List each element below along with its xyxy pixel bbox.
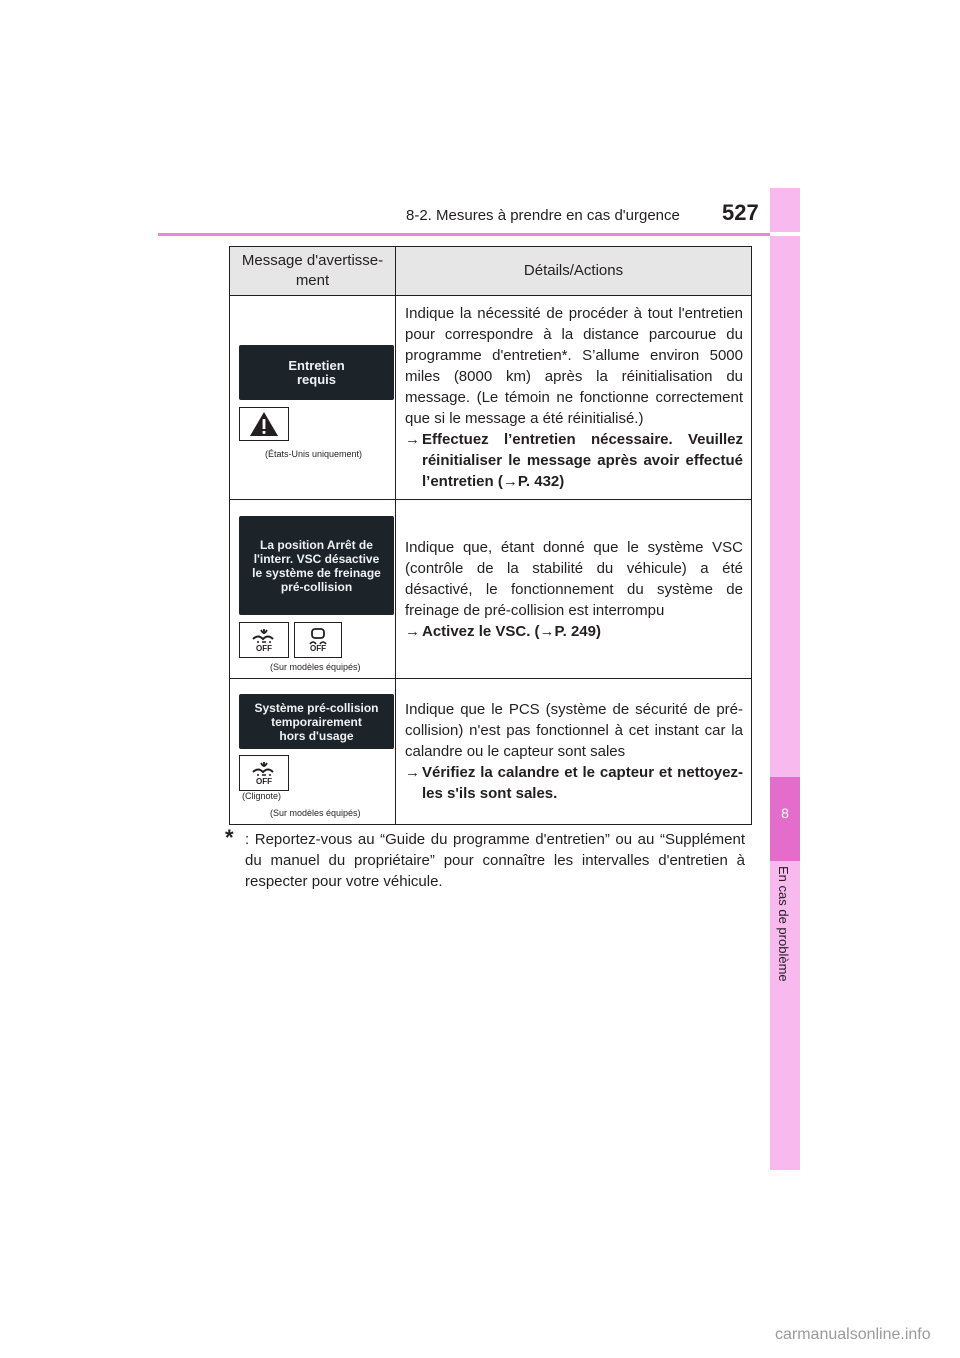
off-label: OFF bbox=[256, 644, 272, 653]
message-cell bbox=[230, 500, 396, 678]
action-item bbox=[405, 621, 743, 642]
display-screen-maintenance: Entretien requis bbox=[239, 345, 394, 400]
col-header-message: Message d'avertisse-ment bbox=[230, 247, 396, 295]
details-text: Indique que, étant donné que le système VSC (contrôle de la stabilité du véhicule) a été désactivé, le fonctionnement du système de freinage de pré-collision est interrompu bbox=[405, 538, 743, 619]
action-item bbox=[405, 429, 743, 492]
arrow-icon: → bbox=[405, 431, 420, 448]
arrow-icon: → bbox=[405, 764, 420, 781]
watermark: carmanualsonline.info bbox=[775, 1326, 931, 1343]
vsc-off-icon bbox=[294, 622, 342, 658]
chapter-side-tab bbox=[770, 188, 800, 1170]
action-text: Activez le VSC. (→P. 249) bbox=[422, 622, 601, 640]
pcs-off-icon bbox=[239, 622, 289, 658]
table-row bbox=[230, 296, 751, 500]
details-cell bbox=[396, 296, 751, 499]
table-header bbox=[230, 247, 751, 296]
off-label: OFF bbox=[256, 777, 272, 786]
display-screen-pcs-unavailable: Système pré-collision temporairement hors d'usage bbox=[239, 694, 394, 749]
footnote-marker: * bbox=[225, 825, 234, 850]
off-label: OFF bbox=[310, 644, 326, 653]
message-cell bbox=[230, 679, 396, 824]
warning-triangle-icon bbox=[239, 407, 289, 441]
details-text: Indique que le PCS (système de sécurité de pré-collision) n'est pas fonctionnel à cet instant car la calandre ou le capteur sont sales bbox=[405, 701, 743, 760]
display-screen-vsc-pcs: La position Arrêt de l'interr. VSC désactive le système de freinage pré-collision bbox=[239, 516, 394, 615]
action-text: Effectuez l’entretien nécessaire. Veuillez réinitialiser le message après avoir effectué l’entretien (→P. 432) bbox=[422, 431, 743, 490]
page-number: 527 bbox=[722, 200, 759, 225]
caption-equipped-models: (Sur modèles équipés) bbox=[270, 808, 361, 818]
arrow-icon: → bbox=[405, 622, 420, 640]
chapter-number: 8 bbox=[781, 805, 789, 821]
message-cell bbox=[230, 296, 396, 499]
section-title: 8-2. Mesures à prendre en cas d'urgence bbox=[406, 207, 680, 224]
action-text: Vérifiez la calandre et le capteur et nettoyez-les s'ils sont sales. bbox=[422, 764, 743, 802]
side-tab-divider bbox=[770, 232, 800, 236]
col-header-details: Détails/Actions bbox=[523, 262, 624, 279]
table-row bbox=[230, 500, 751, 679]
warning-message-table bbox=[229, 246, 752, 825]
chapter-number-block bbox=[770, 777, 800, 861]
caption-equipped-models: (Sur modèles équipés) bbox=[270, 662, 361, 672]
action-item bbox=[405, 762, 743, 804]
footnote-text: : Reportez-vous au “Guide du programme d'entretien” ou au “Supplément du manuel du propriétaire” pour connaître les intervalles d'entretien à respecter pour votre véhicule. bbox=[245, 831, 745, 890]
chapter-title: En cas de problème bbox=[776, 866, 791, 982]
details-text: Indique la nécessité de procéder à tout l'entretien pour correspondre à la distance parcourue du programme d'entretien*. S’allume environ 5000 miles (8000 km) après la réinitialisation du message. (Le témoin ne fonctionne correctement que si le message a été réinitialisé.) bbox=[405, 305, 743, 427]
pcs-off-icon bbox=[239, 755, 289, 791]
details-cell bbox=[396, 679, 751, 824]
blink-label: (Clignote) bbox=[242, 791, 282, 801]
details-cell bbox=[396, 500, 751, 678]
caption-usa-only: (États-Unis uniquement) bbox=[265, 449, 363, 459]
footnote bbox=[225, 825, 745, 892]
header-divider bbox=[158, 233, 770, 236]
table-row bbox=[230, 679, 751, 824]
